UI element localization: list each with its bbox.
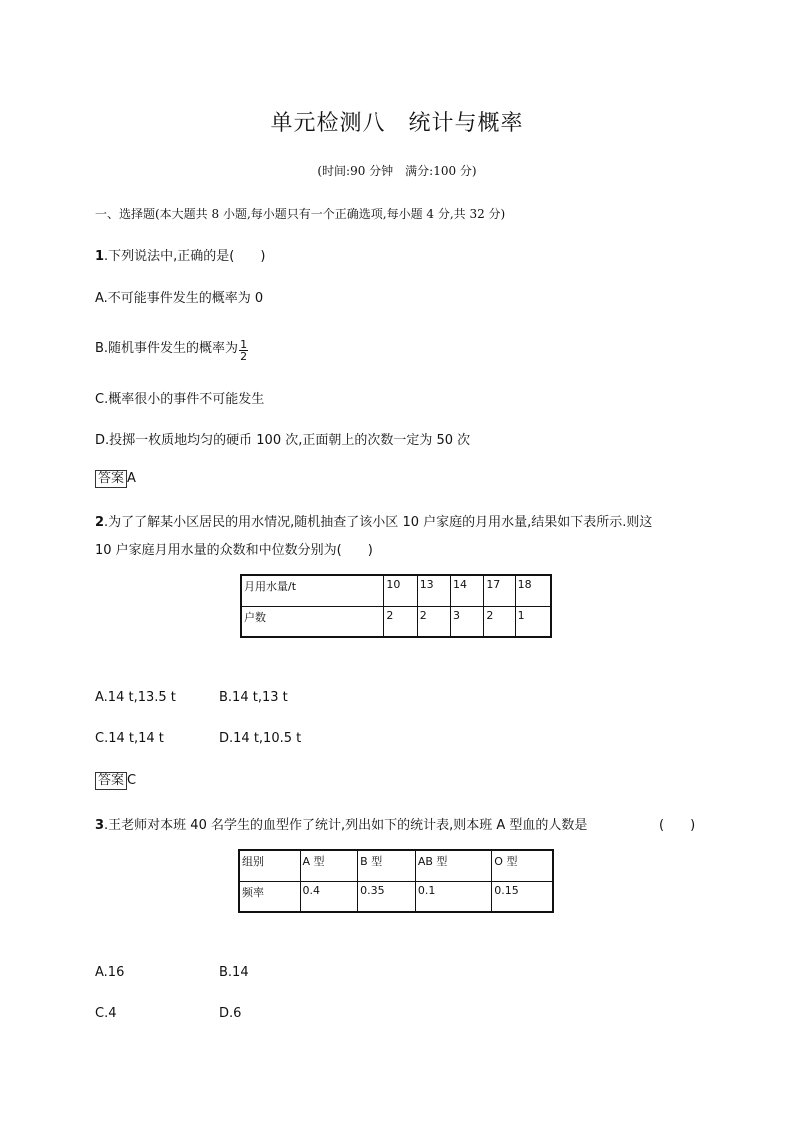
- q1-option-d: D.投掷一枚质地均匀的硬币 100 次,正面朝上的次数一定为 50 次: [95, 433, 471, 448]
- q3-option-a: A.16: [95, 965, 125, 980]
- q3-option-b: B.14: [219, 965, 249, 980]
- table-cell: 18: [515, 575, 551, 606]
- table-row: [239, 850, 553, 881]
- table-cell: AB 型: [415, 850, 491, 881]
- table-row: [241, 606, 551, 637]
- answer-label: 答案: [95, 470, 127, 488]
- q1-option-c: C.概率很小的事件不可能发生: [95, 392, 265, 407]
- table-row: [241, 575, 551, 606]
- q2-option-d: D.14 t,10.5 t: [219, 731, 302, 746]
- question-number: 2: [95, 515, 105, 530]
- table-cell: 14: [451, 575, 484, 606]
- table-cell: 3: [451, 606, 484, 637]
- table-cell: 17: [484, 575, 515, 606]
- answer-label: 答案: [95, 772, 127, 790]
- table-cell: 0.35: [358, 881, 416, 912]
- table-cell: B 型: [358, 850, 416, 881]
- table-cell: 13: [417, 575, 450, 606]
- q3-option-c: C.4: [95, 1006, 117, 1021]
- q2-answer: [95, 772, 136, 790]
- question-2-stem-line2: 10 户家庭月用水量的众数和中位数分别为( ): [95, 543, 373, 558]
- q2-option-c: C.14 t,14 t: [95, 731, 164, 746]
- table-cell: 户数: [241, 606, 384, 637]
- section-heading: 一、选择题(本大题共 8 小题,每小题只有一个正确选项,每小题 4 分,共 32 分): [95, 207, 506, 221]
- table-cell: 1: [515, 606, 551, 637]
- question-number: 1: [95, 249, 105, 264]
- table-cell: 组别: [239, 850, 300, 881]
- question-3-stem: [95, 814, 587, 833]
- table-cell: A 型: [300, 850, 358, 881]
- table-cell: 0.1: [415, 881, 491, 912]
- q1-answer: [95, 470, 136, 488]
- table-cell: O 型: [492, 850, 553, 881]
- table-cell: 月用水量/t: [241, 575, 384, 606]
- question-text: .下列说法中,正确的是( ): [104, 249, 266, 264]
- fraction: [239, 339, 248, 362]
- water-usage-table: [240, 574, 552, 638]
- table-cell: 2: [417, 606, 450, 637]
- fraction-numerator: 1: [240, 338, 248, 351]
- page-title: 单元检测八 统计与概率: [270, 111, 524, 136]
- q3-option-d: D.6: [219, 1006, 242, 1021]
- table-cell: 10: [384, 575, 417, 606]
- table-cell: 0.4: [300, 881, 358, 912]
- q1-option-a: A.不可能事件发生的概率为 0: [95, 291, 264, 306]
- question-1-stem: [95, 245, 265, 264]
- fraction-denominator: 2: [240, 350, 248, 363]
- question-number: 3: [95, 818, 105, 833]
- table-cell: 2: [484, 606, 515, 637]
- blood-type-table: [238, 849, 554, 913]
- q1-option-b: [95, 337, 248, 362]
- answer-value: C: [127, 773, 137, 788]
- option-text: B.随机事件发生的概率为: [95, 341, 239, 356]
- table-row: [239, 881, 553, 912]
- table-cell: 0.15: [492, 881, 553, 912]
- answer-value: A: [127, 471, 136, 486]
- exam-info: (时间:90 分钟 满分:100 分): [317, 164, 477, 178]
- table-cell: 频率: [239, 881, 300, 912]
- question-text: .为了了解某小区居民的用水情况,随机抽查了该小区 10 户家庭的月用水量,结果如下表所示.则这: [104, 515, 653, 530]
- question-2-stem-line1: [95, 511, 652, 530]
- question-3-answer-blank: ( ): [659, 818, 696, 833]
- table-cell: 2: [384, 606, 417, 637]
- q2-option-a: A.14 t,13.5 t: [95, 690, 176, 705]
- q2-option-b: B.14 t,13 t: [219, 690, 288, 705]
- question-text: .王老师对本班 40 名学生的血型作了统计,列出如下的统计表,则本班 A 型血的人数是: [104, 818, 588, 833]
